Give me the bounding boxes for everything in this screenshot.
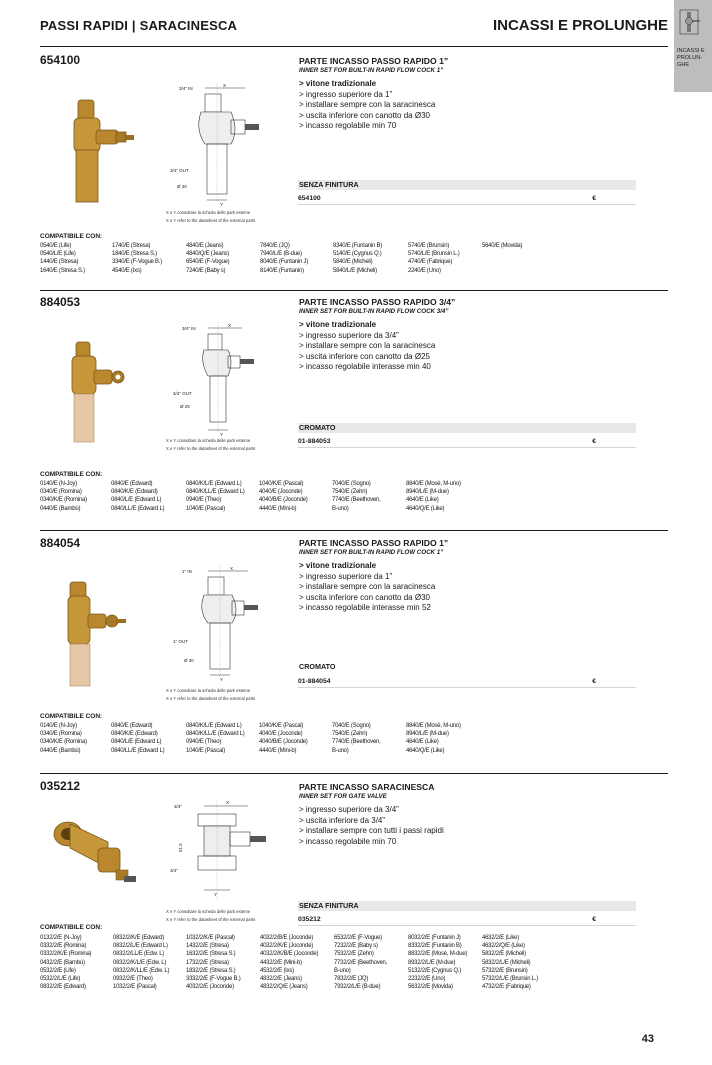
compat-item: 5132/2/E (Cygnus Q.) — [408, 967, 462, 974]
feature-item: > incasso regolabile interasse min 40 — [299, 362, 431, 372]
compat-item: 0840/K/LL/E (Edward L) — [186, 489, 245, 496]
compatibility-label: COMPATIBILE CON: — [40, 233, 103, 240]
product-subtitle: INNER SET FOR BUILT-IN RAPID FLOW COCK 1” — [299, 67, 444, 74]
compat-item: 0340/E (Romina) — [40, 731, 82, 738]
feature-item: > installare sempre con la saracinesca — [299, 582, 436, 592]
compat-item: 0332/2/E (Romina) — [40, 943, 87, 950]
dim-height: 61.5 — [178, 843, 183, 852]
finish-header: SENZA FINITURA — [298, 180, 636, 190]
product-photo-gate-valve — [50, 812, 145, 892]
compat-item: 0932/2/E (Theo) — [113, 976, 153, 983]
product-reference: 654100 — [298, 195, 321, 202]
side-tab-label: INCASSI E PROLUN- GHE — [677, 48, 705, 68]
compat-item: 3332/2/E (F-Vogue B.) — [186, 976, 241, 983]
compat-item: 6532/2/E (F-Vogue) — [334, 935, 382, 941]
compat-item: 4840/E (Jeans) — [186, 243, 224, 249]
dim-inlet: 1" IN — [182, 569, 192, 574]
compatibility-label: COMPATIBILE CON: — [40, 713, 103, 720]
header-rule — [40, 46, 668, 47]
compat-item: 7232/2/E (Baby s) — [334, 943, 378, 950]
compat-item: 0832/2/K/E (Edward) — [113, 935, 164, 941]
compat-item: 7940/L/E (B-due) — [260, 251, 302, 258]
feature-item: > incasso regolabile min 70 — [299, 836, 397, 846]
compat-item: 6540/E (F-Vogue) — [186, 259, 230, 266]
compat-item: 4440/E (Mini-b) — [259, 747, 297, 754]
compat-item: 0432/2/E (Bambù) — [40, 959, 85, 966]
feature-list — [299, 79, 435, 132]
product-subtitle: INNER SET FOR BUILT-IN RAPID FLOW COCK 3/4” — [299, 308, 449, 315]
dim-y: Y — [220, 432, 224, 437]
compat-item: 8840/E (Mosè, M-uno) — [406, 723, 461, 729]
product-title: PARTE INCASSO PASSO RAPIDO 1” — [299, 538, 449, 548]
compat-item: 2232/2/E (Uno) — [408, 976, 446, 983]
product-subtitle: INNER SET FOR BUILT-IN RAPID FLOW COCK 1” — [299, 549, 444, 556]
compat-item: 7040/E (Sogno) — [332, 723, 371, 729]
dim-diameter: Ø 30 — [177, 184, 187, 189]
compat-item: 1040/E (Pascal) — [186, 505, 225, 512]
compat-item: 4632/2/Q/E (Like) — [482, 943, 525, 950]
compat-item: 4640/Q/E (Like) — [406, 747, 445, 754]
product-title: PARTE INCASSO PASSO RAPIDO 3/4” — [299, 297, 456, 307]
compat-item: 8140/E (Funtanin) — [260, 267, 304, 274]
compat-item: 1840/E (Stresa S.) — [112, 251, 157, 258]
product-photo-brass-valve — [62, 338, 142, 448]
compat-item: 0832/2/LL/E (Edw. L) — [113, 951, 165, 958]
side-category-tab[interactable] — [674, 0, 712, 92]
compat-item: 7732/2/E (Beethoven, — [334, 959, 388, 966]
dim-y: Y — [220, 202, 224, 207]
product-subtitle: INNER SET FOR GATE VALVE — [299, 793, 387, 800]
finish-header: CROMATO — [298, 423, 636, 433]
feature-item: > uscita inferiore da 3/4” — [299, 815, 386, 825]
compat-item: 1032/2/E (Pascal) — [113, 984, 157, 991]
compat-item: 1440/E (Stresa) — [40, 259, 79, 266]
feature-item: > vitone tradizionale — [299, 320, 377, 329]
compat-item: 0840/L/E (Edward L) — [111, 739, 162, 746]
feature-item: > ingresso superiore da 3/4” — [299, 805, 399, 814]
compat-item: 4432/2/E (Mini-b) — [260, 959, 302, 966]
dim-y: Y — [214, 892, 218, 897]
product-reference: 01-884054 — [298, 678, 331, 685]
feature-item: > ingresso superiore da 3/4” — [299, 330, 399, 340]
feature-item: > incasso regolabile interasse min 52 — [299, 603, 431, 613]
compat-item: 1640/E (Stresa S.) — [40, 267, 85, 274]
compat-item: 0840/K/E (Edward) — [111, 731, 158, 738]
compat-item: 8040/E (Funtanin J) — [260, 259, 308, 266]
technical-drawing — [168, 800, 288, 908]
section-divider — [40, 773, 668, 774]
drawing-note-it: X e Y consultare la scheda delle parti esterne — [166, 688, 251, 693]
dim-outlet: 3/4" OUT — [173, 391, 192, 396]
price-currency: € — [592, 916, 596, 923]
compat-item: 0840/K/LL/E (Edward L) — [186, 731, 245, 738]
feature-item: > vitone tradizionale — [299, 79, 377, 88]
compat-item: 0340/K/E (Romina) — [40, 739, 87, 746]
compat-item: 7240/E (Baby s) — [186, 267, 226, 274]
compat-item: 4540/E (Ixs) — [112, 267, 142, 274]
compat-item: 4532/2/E (Ixs) — [260, 967, 294, 974]
compat-item: 8032/2/E (Funtanin J) — [408, 935, 461, 941]
compat-item: 7740/E (Beethoven, — [332, 739, 381, 746]
compat-item: 0540/E (Life) — [40, 243, 72, 249]
dim-inlet: 3/4" IN — [182, 326, 196, 331]
feature-item: > installare sempre con la saracinesca — [299, 341, 436, 351]
compat-item: 5740/L/E (Brunsin L.) — [408, 251, 460, 258]
drawing-note-en: X e Y refer to the datasheet of the external parts — [166, 446, 256, 451]
compat-item: 5832/2/E (Micheli) — [482, 951, 526, 958]
compat-item: 5832/2/L/E (Micheli) — [482, 959, 531, 966]
compat-item: 1632/2/E (Stresa S.) — [186, 951, 236, 958]
compat-item: 5640/E (Movida) — [482, 243, 523, 249]
product-reference-row[interactable] — [298, 194, 636, 205]
compat-item: 4040/E (Joconde) — [259, 731, 303, 738]
product-reference: 035212 — [298, 916, 321, 923]
compat-item: 4732/2/E (Fabrique) — [482, 984, 531, 991]
compat-item: 1740/E (Stresa) — [112, 243, 151, 249]
compat-item: 7840/E (JQ) — [260, 243, 290, 249]
compat-item: 0940/E (Theo) — [186, 739, 222, 746]
feature-item: > uscita inferiore con canotto da Ø25 — [299, 351, 430, 361]
section-divider — [40, 290, 668, 291]
drawing-note-it: X e Y consultare la scheda delle parti esterne — [166, 438, 251, 443]
compat-item: 0840/E (Edward) — [111, 723, 153, 729]
compat-item: 1032/2/K/E (Pascal) — [186, 935, 235, 941]
dim-diameter: Ø 25 — [180, 404, 190, 409]
feature-list — [299, 320, 435, 373]
compat-item: 7540/E (Zehn) — [332, 731, 368, 738]
dim-x: X — [226, 800, 230, 805]
product-title: PARTE INCASSO PASSO RAPIDO 1” — [299, 56, 449, 66]
compat-item: 0840/K/L/E (Edward L) — [186, 481, 242, 487]
compat-item: 8940/L/E (M-due) — [406, 731, 449, 738]
compat-item: 4040/B/E (Joconde) — [259, 739, 308, 746]
dim-outlet: 3/4" OUT — [170, 168, 189, 173]
compat-item: 7740/E (Beethoven, — [332, 497, 381, 504]
finish-header: CROMATO — [298, 662, 636, 672]
compat-item: 5732/2/E (Brunsin) — [482, 967, 528, 974]
compat-item: 4032/2/E (Joconde) — [186, 984, 234, 991]
compatibility-label: COMPATIBILE CON: — [40, 471, 103, 478]
compat-item: 7040/E (Sogno) — [332, 481, 371, 487]
compat-item: 5140/E (Cygnus Q.) — [333, 251, 382, 258]
compat-item: 0340/E (Romina) — [40, 489, 82, 496]
compat-item: 8840/E (Mosè, M-uno) — [406, 481, 461, 487]
compat-item: 1040/K/E (Pascal) — [259, 481, 304, 487]
compat-item: 1832/2/E (Stresa S.) — [186, 967, 236, 974]
compat-item: 4440/E (Mini-b) — [259, 505, 297, 512]
compat-item: 7832/2/E (JQ) — [334, 976, 369, 983]
product-code: 654100 — [40, 53, 81, 67]
compat-item: 0840/K/E (Edward) — [111, 489, 158, 496]
compat-item: 0832/2/E (Edward) — [40, 984, 86, 991]
compat-item: 4032/2/K/E (Joconde) — [260, 943, 314, 950]
compatibility-list — [40, 934, 668, 996]
dim-outlet: 3/4" — [170, 868, 178, 873]
technical-drawing — [170, 565, 295, 685]
compat-item: 4032/2/K/B/E (Joconde) — [260, 951, 319, 958]
compat-item: B-uno) — [334, 967, 351, 974]
product-reference-row[interactable] — [298, 915, 636, 926]
dim-inlet: 3/4" IN — [179, 86, 193, 91]
compat-item: 8832/2/E (Mosè, M-due) — [408, 951, 468, 958]
compat-item: 3340/E (F-Vogue B.) — [112, 259, 162, 266]
compat-item: 4832/2/E (Jeans) — [260, 976, 302, 983]
dim-diameter: Ø 30 — [184, 658, 194, 663]
dim-y: Y — [220, 677, 224, 682]
header-category-title: INCASSI E PROLUNGHE — [492, 17, 668, 34]
drawing-note-en: X e Y refer to the datasheet of the external parts — [166, 696, 256, 701]
compat-item: 0832/2/K/L/E (Edw. L) — [113, 959, 167, 966]
compat-item: 0840/E (Edward) — [111, 481, 153, 487]
compat-item: 5632/2/E (Movida) — [408, 984, 453, 991]
compat-item: 8340/E (Funtanin B) — [333, 243, 382, 249]
compat-item: 5740/E (Brunsin) — [408, 243, 450, 249]
compatibility-list — [40, 722, 668, 758]
compatibility-list — [40, 480, 668, 516]
compat-item: 0332/2/K/E (Romina) — [40, 951, 92, 958]
compat-item: 0340/K/E (Romina) — [40, 497, 87, 504]
compat-item: 0140/E (N-Joy) — [40, 481, 77, 487]
compat-item: 4832/2/Q/E (Jeans) — [260, 984, 308, 991]
compatibility-list — [40, 242, 668, 278]
technical-drawing — [170, 322, 295, 442]
compat-item: 7932/2/L/E (B-due) — [334, 984, 381, 991]
product-reference: 01-884053 — [298, 438, 331, 445]
feature-item: > uscita inferiore con canotto da Ø30 — [299, 110, 430, 120]
compat-item: 4032/2/B/E (Joconde) — [260, 935, 314, 941]
price-currency: € — [592, 438, 596, 445]
price-currency: € — [592, 678, 596, 685]
feature-list — [299, 561, 435, 614]
compat-item: 8332/2/E (Funtanin B) — [408, 943, 462, 950]
built-in-valve-icon — [678, 8, 702, 38]
product-code: 035212 — [40, 779, 81, 793]
drawing-note-it: X e Y consultare la scheda delle parti esterne — [166, 909, 251, 914]
compat-item: 7540/E (Zehn) — [332, 489, 368, 496]
feature-item: > installare sempre con la saracinesca — [299, 100, 436, 110]
section-divider — [40, 530, 668, 531]
product-code: 884053 — [40, 295, 81, 309]
dim-x: X — [223, 83, 227, 88]
product-photo-brass-valve — [56, 92, 156, 212]
compat-item: 4740/E (Fabrique) — [408, 259, 453, 266]
product-reference-row[interactable] — [298, 677, 636, 688]
dim-x: X — [230, 566, 234, 571]
compat-item: 0140/E (N-Joy) — [40, 723, 77, 729]
drawing-note-it: X e Y consultare la scheda delle parti esterne — [166, 210, 251, 215]
compat-item: 7532/2/E (Zehn) — [334, 951, 374, 958]
feature-item: > uscita inferiore con canotto da Ø30 — [299, 592, 430, 602]
compat-item: 5840/E (Micheli) — [333, 259, 373, 266]
product-title: PARTE INCASSO SARACINESCA — [299, 782, 435, 792]
compat-item: 4632/2/E (Like) — [482, 935, 519, 941]
compat-item: 1040/E (Pascal) — [186, 747, 225, 754]
compat-item: 4640/E (Like) — [406, 497, 439, 504]
compat-item: 0832/2/K/LL/E (Edw. L) — [113, 967, 170, 974]
compat-item: 2240/E (Uno) — [408, 267, 441, 274]
compat-item: 5732/2/L/E (Brunsin L.) — [482, 976, 538, 983]
compat-item: 0440/E (Bambù) — [40, 747, 81, 754]
product-photo-brass-valve — [60, 580, 140, 690]
feature-item: > incasso regolabile min 70 — [299, 121, 397, 131]
compat-item: 5840/L/E (Micheli) — [333, 267, 377, 274]
technical-drawing — [165, 82, 290, 217]
price-currency: € — [592, 195, 596, 202]
compat-item: 1432/2/E (Stresa) — [186, 943, 229, 950]
compat-item: 0940/E (Theo) — [186, 497, 222, 504]
compat-item: 0840/LL/E (Edward L) — [111, 505, 165, 512]
dim-outlet: 1" OUT — [173, 639, 188, 644]
compat-item: 0132/2/E (N-Joy) — [40, 935, 82, 941]
feature-item: > vitone tradizionale — [299, 561, 377, 570]
drawing-note-en: X e Y refer to the datasheet of the external parts — [166, 218, 256, 223]
compat-item: 0840/L/E (Edward L) — [111, 497, 162, 504]
feature-item: > ingresso superiore da 1” — [299, 89, 393, 99]
compat-item: 4840/Q/E (Jeans) — [186, 251, 230, 258]
compat-item: 1040/K/E (Pascal) — [259, 723, 304, 729]
compat-item: 4640/E (Like) — [406, 739, 439, 746]
compat-item: 1732/2/E (Stresa) — [186, 959, 229, 966]
header-section-title: PASSI RAPIDI | SARACINESCA — [40, 18, 238, 33]
compat-item: 4040/B/E (Joconde) — [259, 497, 308, 504]
product-reference-row[interactable] — [298, 437, 636, 448]
page-number: 43 — [641, 1033, 654, 1045]
compat-item: 0540/L/E (Life) — [40, 251, 76, 258]
finish-header: SENZA FINITURA — [298, 901, 636, 911]
compatibility-label: COMPATIBILE CON: — [40, 924, 103, 931]
product-code: 884054 — [40, 536, 81, 550]
compat-item: 8940/L/E (M-due) — [406, 489, 449, 496]
compat-item: B-uno) — [332, 747, 349, 754]
compat-item: 0532/2/L/E (Life) — [40, 976, 81, 983]
dim-inlet: 3/4" — [174, 804, 182, 809]
compat-item: 8932/2/L/E (M-due) — [408, 959, 456, 966]
compat-item: 0440/E (Bambù) — [40, 505, 81, 512]
compat-item: B-uno) — [332, 505, 349, 512]
feature-list — [299, 805, 444, 847]
compat-item: 0832/2/L/E (Edward L) — [113, 943, 168, 950]
compat-item: 0840/K/L/E (Edward L) — [186, 723, 242, 729]
dim-x: X — [228, 323, 232, 328]
feature-item: > installare sempre con tutti i passi rapidi — [299, 826, 444, 836]
feature-item: > ingresso superiore da 1” — [299, 571, 393, 581]
drawing-note-en: X e Y refer to the datasheet of the external parts — [166, 917, 256, 922]
compat-item: 4040/E (Joconde) — [259, 489, 303, 496]
compat-item: 4640/Q/E (Like) — [406, 505, 445, 512]
compat-item: 0532/2/E (Life) — [40, 967, 76, 974]
compat-item: 0840/LL/E (Edward L) — [111, 747, 165, 754]
